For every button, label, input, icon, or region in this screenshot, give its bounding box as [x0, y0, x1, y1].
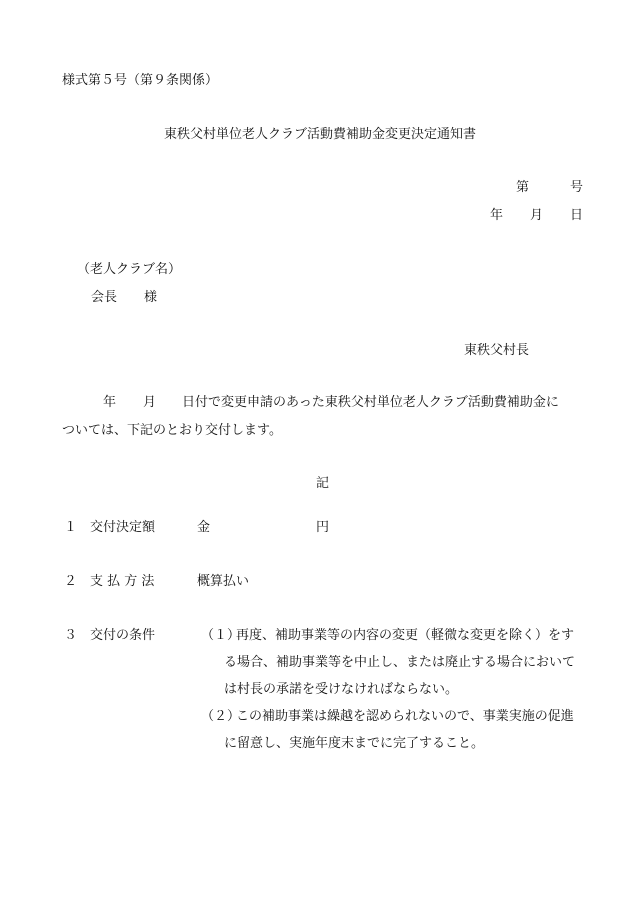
ki-marker: 記: [316, 476, 330, 491]
item-2-number: ２: [64, 574, 78, 589]
body-text-line-2: ついては、下記のとおり交付します。: [62, 423, 282, 438]
doc-date-month: 月: [530, 208, 544, 223]
item-1-value-suffix: 円: [316, 520, 330, 535]
body-date-year: 年: [103, 395, 117, 410]
condition-2-line-2: に留意し、実施年度末までに完了すること。: [224, 736, 485, 751]
doc-date-day: 日: [570, 208, 584, 223]
doc-number-go: 号: [570, 180, 584, 195]
item-1-number: １: [64, 520, 78, 535]
recipient-president: 会長: [91, 290, 118, 305]
item-1-label: 交付決定額: [90, 520, 156, 535]
condition-1-line-3: は村長の承諾を受けなければならない。: [224, 682, 459, 697]
item-2-value: 概算払い: [197, 574, 250, 589]
condition-1-line-1: 再度、補助事業等の内容の変更（軽微な変更を除く）をす: [236, 628, 575, 643]
sender-mayor: 東秩父村長: [464, 343, 530, 358]
recipient-honorific: 様: [144, 290, 158, 305]
item-3-number: ３: [64, 628, 78, 643]
condition-1-number: （１）: [201, 628, 241, 643]
item-1-value-prefix: 金: [197, 520, 211, 535]
doc-date-year: 年: [490, 208, 504, 223]
item-2-label: 支 払 方 法: [90, 574, 155, 589]
document-title: 東秩父村単位老人クラブ活動費補助金変更決定通知書: [164, 127, 477, 142]
condition-2-number: （２）: [201, 709, 241, 724]
form-number: 様式第５号（第９条関係）: [62, 73, 219, 88]
body-text-line-1: 日付で変更申請のあった東秩父村単位老人クラブ活動費補助金に: [182, 395, 559, 410]
item-3-label: 交付の条件: [90, 628, 156, 643]
condition-2-line-1: この補助事業は繰越を認められないので、事業実施の促進: [236, 709, 574, 724]
condition-1-line-2: る場合、補助事業等を中止し、または廃止する場合において: [224, 655, 576, 670]
recipient-club-name: （老人クラブ名）: [77, 262, 182, 277]
body-date-month: 月: [143, 395, 157, 410]
doc-number-dai: 第: [516, 180, 530, 195]
